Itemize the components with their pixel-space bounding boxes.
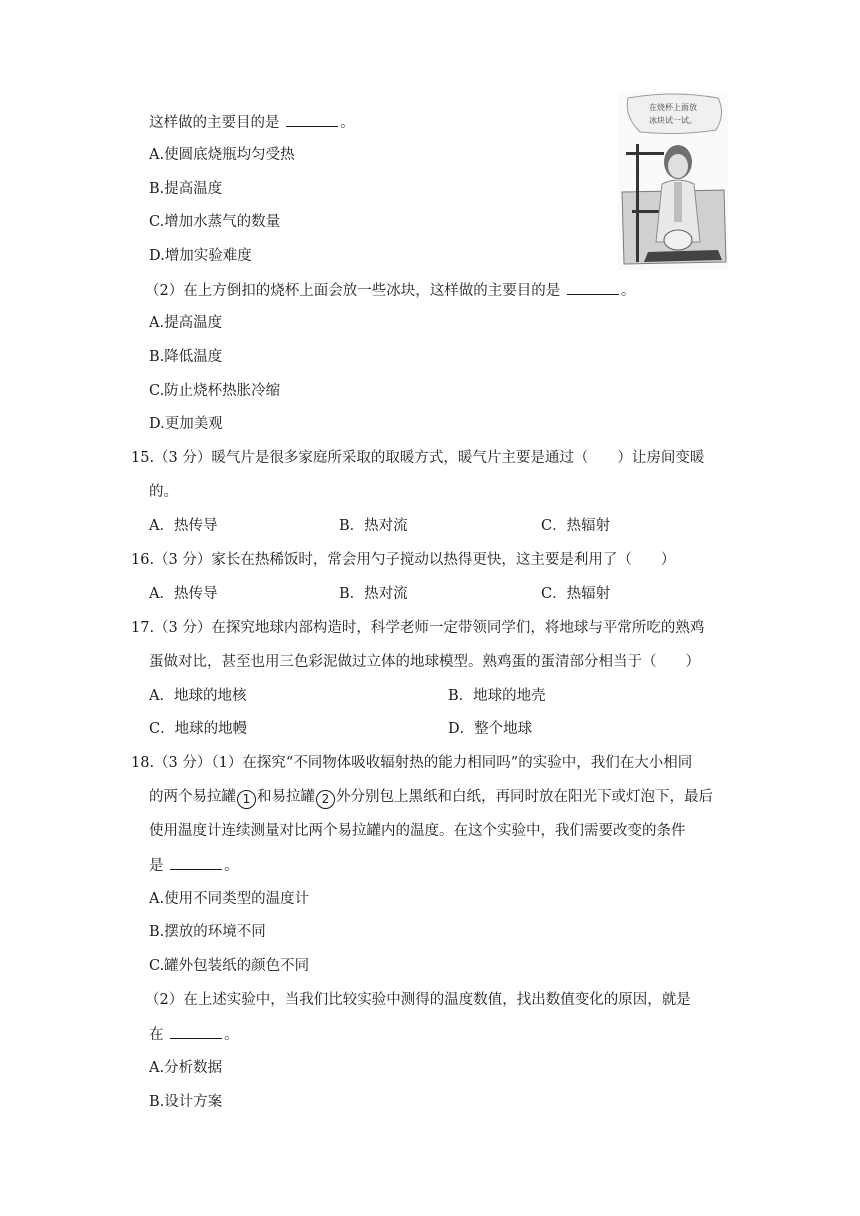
- q15-option-b: B．热对流: [339, 518, 408, 534]
- answer-blank: [567, 280, 619, 295]
- punct: 。: [224, 1027, 239, 1043]
- q18-part1-option-a: A.使用不同类型的温度计: [149, 891, 310, 907]
- q18-part2-option-b: B.设计方案: [149, 1094, 223, 1110]
- q15-option-a: A．热传导: [149, 518, 218, 534]
- q18-line2-text-a: 的两个易拉罐: [149, 789, 236, 805]
- q18-part2-line2-text: 在: [149, 1027, 164, 1043]
- q14-part2-stem-text: （2）在上方倒扣的烧杯上面会放一些冰块，这样做的主要目的是: [145, 283, 561, 299]
- q18-part2-stem-line1: （2）在上述实验中，当我们比较实验中测得的温度数值，找出数值变化的原因，就是: [145, 992, 691, 1008]
- answer-blank: [286, 112, 338, 127]
- q14-part2-option-d: D.更加美观: [149, 416, 223, 432]
- q17-option-a: A．地球的地核: [149, 688, 247, 704]
- q14-part2-stem: [145, 280, 635, 301]
- experiment-illustration-svg: [618, 92, 728, 270]
- q14-part1-option-b: B.提高温度: [149, 181, 223, 197]
- q14-part1-option-c: C.增加水蒸气的数量: [149, 214, 281, 230]
- q18-part2-stem-line2: [149, 1024, 239, 1045]
- q17-option-c: C．地球的地幔: [149, 721, 248, 737]
- q18-stem-line2: [149, 787, 713, 809]
- q14-part1-option-d: D.增加实验难度: [149, 248, 252, 264]
- q18-line4-text: 是: [149, 858, 164, 874]
- q14-part2-option-c: C.防止烧杯热胀冷缩: [149, 383, 281, 399]
- q14-part1-stem-text: 这样做的主要目的是: [149, 115, 280, 131]
- q18-part2-option-a: A.分析数据: [149, 1060, 223, 1076]
- q18-part1-option-c: C.罐外包装纸的颜色不同: [149, 958, 310, 974]
- circled-number-1: 1: [237, 790, 256, 809]
- q16-option-b: B．热对流: [339, 586, 408, 602]
- q16-stem: 16.（3 分）家长在热稀饭时，常会用勺子搅动以热得更快，这主要是利用了（ ）: [131, 552, 676, 568]
- q17-option-b: B．地球的地壳: [448, 688, 546, 704]
- q18-line2-text-c: 外分别包上黑纸和白纸，再同时放在阳光下或灯泡下，最后: [336, 789, 713, 805]
- q18-line2-text-b: 和易拉罐: [257, 789, 315, 805]
- experiment-illustration: [618, 92, 728, 270]
- q14-part2-option-a: A.提高温度: [149, 315, 223, 331]
- q14-part1-stem: [149, 112, 355, 133]
- q16-option-a: A．热传导: [149, 586, 218, 602]
- q18-stem-line3: 使用温度计连续测量对比两个易拉罐内的温度。在这个实验中，我们需要改变的条件: [149, 823, 686, 839]
- q16-option-c: C．热辐射: [541, 586, 611, 602]
- q14-part1-option-a: A.使圆底烧瓶均匀受热: [149, 147, 295, 163]
- punct: 。: [340, 115, 355, 131]
- answer-blank: [170, 855, 222, 870]
- punct: 。: [224, 858, 239, 874]
- q15-stem-line1: 15.（3 分）暖气片是很多家庭所采取的取暖方式，暖气片主要是通过（ ）让房间变暖: [131, 450, 705, 466]
- q18-part1-option-b: B.摆放的环境不同: [149, 924, 266, 940]
- answer-blank: [170, 1024, 222, 1039]
- q15-stem-line2: 的。: [149, 484, 178, 500]
- q14-part2-option-b: B.降低温度: [149, 349, 223, 365]
- q17-stem-line1: 17.（3 分）在探究地球内部构造时，科学老师一定带领同学们，将地球与平常所吃的熟鸡: [131, 620, 705, 636]
- q15-option-c: C．热辐射: [541, 518, 611, 534]
- q18-stem-line4: [149, 855, 239, 876]
- q18-stem-line1: 18.（3 分）（1）在探究“不同物体吸收辐射热的能力相同吗”的实验中，我们在大小相同: [131, 755, 693, 771]
- q17-stem-line2: 蛋做对比，甚至也用三色彩泥做过立体的地球模型。熟鸡蛋的蛋清部分相当于（ ）: [149, 654, 700, 670]
- punct: 。: [620, 283, 636, 299]
- circled-number-2: 2: [316, 790, 335, 809]
- q17-option-d: D．整个地球: [448, 721, 533, 737]
